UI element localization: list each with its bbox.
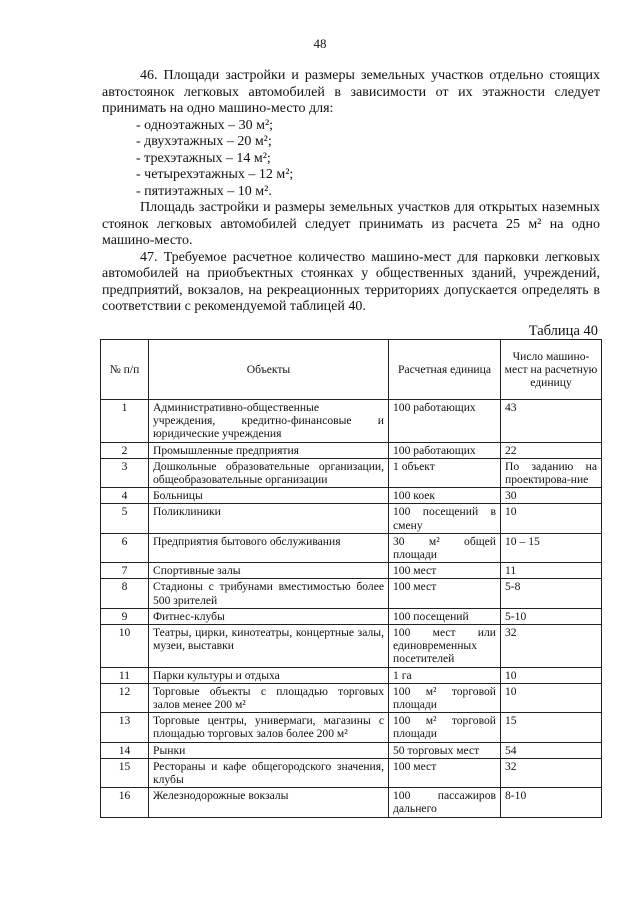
row-number: 9: [101, 608, 149, 624]
row-object: Стадионы с трибунами вместимостью более 500 зрителей: [149, 579, 389, 608]
row-number: 14: [101, 742, 149, 758]
row-unit: 100 коек: [389, 488, 501, 504]
row-number: 12: [101, 683, 149, 712]
parking-table: [100, 339, 602, 818]
row-spaces: 10: [501, 667, 602, 683]
row-object: Поликлиники: [149, 504, 389, 533]
row-spaces: 32: [501, 758, 602, 787]
row-spaces: 15: [501, 713, 602, 742]
row-unit: 100 посещений в смену: [389, 504, 501, 533]
table-row: [101, 742, 602, 758]
row-number: 7: [101, 563, 149, 579]
row-number: 6: [101, 533, 149, 562]
bullet-1: - одноэтажных – 30 м²;: [136, 117, 274, 133]
bullet-5: - пятиэтажных – 10 м².: [136, 183, 272, 199]
row-spaces: 54: [501, 742, 602, 758]
page-number: 48: [313, 36, 327, 51]
row-number: 8: [101, 579, 149, 608]
row-object: Торговые центры, универмаги, магазины с площадью торговых залов более 200 м²: [149, 713, 389, 742]
row-number: 16: [101, 788, 149, 817]
row-unit: 1 объект: [389, 458, 501, 487]
table-row: [101, 442, 602, 458]
row-object: Железнодорожные вокзалы: [149, 788, 389, 817]
table-row: [101, 458, 602, 487]
header-objects: Объекты: [149, 340, 389, 400]
paragraph-47: 47. Требуемое расчетное количество машино-мест для парковки легковых автомобилей на приобъектных стоянках у общественных зданий, учреждений, предприятий, вокзалов, на рекреационных территориях допускается определять в соответствии с рекомендуемой таблицей 40.: [102, 249, 600, 314]
row-spaces: 8-10: [501, 788, 602, 817]
row-unit: 100 работающих: [389, 400, 501, 443]
table-row: [101, 713, 602, 742]
table-row: [101, 400, 602, 443]
row-spaces: По заданию на проектирова-ние: [501, 458, 602, 487]
table-row: [101, 683, 602, 712]
bullet-2: - двухэтажных – 20 м²;: [136, 134, 272, 149]
table-header-row: [101, 340, 602, 400]
table-row: [101, 667, 602, 683]
table-row: [101, 533, 602, 562]
row-spaces: 10: [501, 504, 602, 533]
row-object: Фитнес-клубы: [149, 608, 389, 624]
row-unit: 100 мест: [389, 563, 501, 579]
table-row: [101, 758, 602, 787]
table-row: [101, 504, 602, 533]
row-number: 4: [101, 488, 149, 504]
table-row: [101, 788, 602, 817]
paragraph-46-open-parking: Площадь застройки и размеры земельных участков для открытых наземных стоянок легковых автомобилей следует принимать из расчета 25 м² на одно машино-место.: [102, 200, 600, 248]
row-unit: 100 работающих: [389, 442, 501, 458]
row-unit: 100 посещений: [389, 608, 501, 624]
row-number: 2: [101, 442, 149, 458]
row-object: Рестораны и кафе общегородского значения, клубы: [149, 758, 389, 787]
header-spaces: Число машино-мест на расчетную единицу: [501, 340, 602, 400]
row-spaces: 10: [501, 683, 602, 712]
row-spaces: 43: [501, 400, 602, 443]
row-unit: 50 торговых мест: [389, 742, 501, 758]
table-row: [101, 563, 602, 579]
row-object: Предприятия бытового обслуживания: [149, 533, 389, 562]
row-number: 3: [101, 458, 149, 487]
row-object: Спортивные залы: [149, 563, 389, 579]
row-unit: 100 пассажиров дальнего: [389, 788, 501, 817]
row-spaces: 5-10: [501, 608, 602, 624]
row-number: 13: [101, 713, 149, 742]
row-spaces: 30: [501, 488, 602, 504]
row-spaces: 32: [501, 625, 602, 668]
row-object: Дошкольные образовательные организации, общеобразовательные организации: [149, 458, 389, 487]
row-spaces: 22: [501, 442, 602, 458]
row-unit: 100 м² торговой площади: [389, 713, 501, 742]
bullet-4: - четырехэтажных – 12 м²;: [136, 167, 294, 182]
paragraph-46-intro: 46. Площади застройки и размеры земельных участков отдельно стоящих автостоянок легковых автомобилей в зависимости от их этажности следует принимать на одно машино-место для:: [102, 68, 600, 116]
row-number: 1: [101, 400, 149, 443]
row-number: 11: [101, 667, 149, 683]
row-spaces: 5-8: [501, 579, 602, 608]
table-caption: Таблица 40: [528, 323, 598, 339]
row-spaces: 11: [501, 563, 602, 579]
row-object: Торговые объекты с площадью торговых залов менее 200 м²: [149, 683, 389, 712]
row-number: 10: [101, 625, 149, 668]
bullet-3: - трехэтажных – 14 м²;: [136, 150, 271, 166]
header-number: № п/п: [101, 340, 149, 400]
row-object: Театры, цирки, кинотеатры, концертные залы, музеи, выставки: [149, 625, 389, 668]
row-object: Больницы: [149, 488, 389, 504]
row-object: Промышленные предприятия: [149, 442, 389, 458]
row-unit: 100 м² торговой площади: [389, 683, 501, 712]
row-unit: 100 мест: [389, 758, 501, 787]
row-object: Административно-общественные учреждения, кредитно-финансовые и юридические учреждения: [149, 400, 389, 443]
row-unit: 100 мест или единовременных посетителей: [389, 625, 501, 668]
row-object: Рынки: [149, 742, 389, 758]
table-row: [101, 579, 602, 608]
row-unit: 100 мест: [389, 579, 501, 608]
row-spaces: 10 – 15: [501, 533, 602, 562]
row-number: 5: [101, 504, 149, 533]
header-unit: Расчетная единица: [389, 340, 501, 400]
row-unit: 1 га: [389, 667, 501, 683]
section-46: [102, 68, 600, 316]
table-row: [101, 625, 602, 668]
table-row: [101, 488, 602, 504]
table-row: [101, 608, 602, 624]
row-object: Парки культуры и отдыха: [149, 667, 389, 683]
row-number: 15: [101, 758, 149, 787]
row-unit: 30 м² общей площади: [389, 533, 501, 562]
